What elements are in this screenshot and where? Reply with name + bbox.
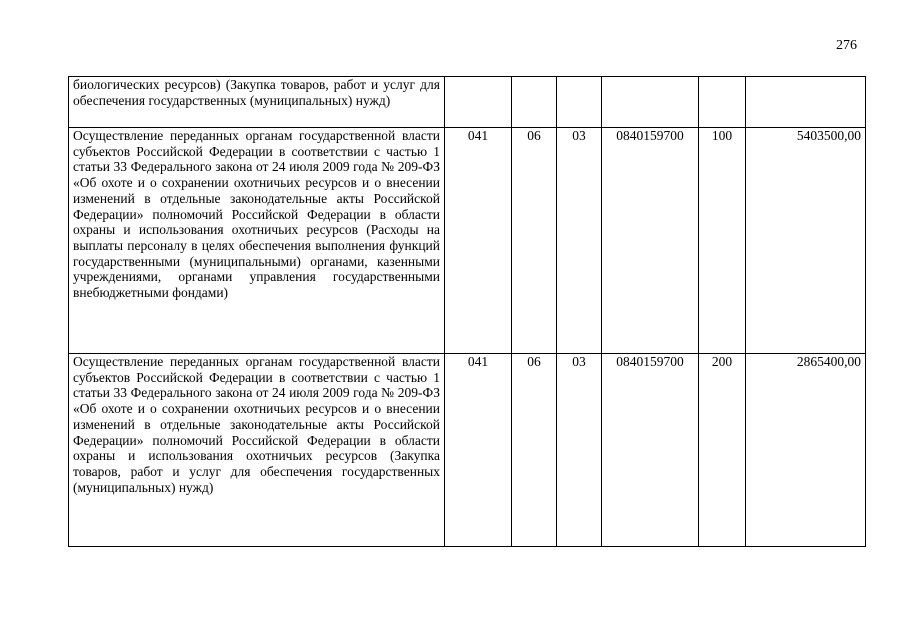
subsection-code: 03 <box>557 128 602 354</box>
subsection-code <box>557 77 602 128</box>
page-number: 276 <box>836 38 857 53</box>
ministry-code <box>445 77 512 128</box>
ministry-code: 041 <box>445 354 512 547</box>
expense-type-code: 200 <box>699 354 746 547</box>
table-row <box>69 77 866 128</box>
table-row <box>69 128 866 354</box>
section-code: 06 <box>512 128 557 354</box>
row-description: Осуществление переданных органам государственной власти субъектов Российской Федерации в соответствии с частью 1 статьи 33 Федерального закона от 24 июля 2009 года № 209-ФЗ «Об охоте и о сохранении охотничьих ресурсов и о внесении изменений в отдельные законодательные акты Российской Федерации» полномочий Российской Федерации в области охраны и использования охотничьих ресурсов (Расходы на выплаты персоналу в целях обеспечения выполнения функций государственными (муниципальными) органами, казенными учреждениями, органами управления государственными внебюджетными фондами) <box>69 128 445 354</box>
row-description: биологических ресурсов) (Закупка товаров, работ и услуг для обеспечения государственных (муниципальных) нужд) <box>69 77 445 128</box>
target-article-code <box>602 77 699 128</box>
table-row <box>69 354 866 547</box>
subsection-code: 03 <box>557 354 602 547</box>
section-code: 06 <box>512 354 557 547</box>
amount: 5403500,00 <box>746 128 866 354</box>
target-article-code: 0840159700 <box>602 354 699 547</box>
expense-type-code <box>699 77 746 128</box>
expense-type-code: 100 <box>699 128 746 354</box>
target-article-code: 0840159700 <box>602 128 699 354</box>
amount: 2865400,00 <box>746 354 866 547</box>
amount <box>746 77 866 128</box>
row-description: Осуществление переданных органам государственной власти субъектов Российской Федерации в соответствии с частью 1 статьи 33 Федерального закона от 24 июля 2009 года № 209-ФЗ «Об охоте и о сохранении охотничьих ресурсов и о внесении изменений в отдельные законодательные акты Российской Федерации» полномочий Российской Федерации в области охраны и использования охотничьих ресурсов (Закупка товаров, работ и услуг для обеспечения государственных (муниципальных) нужд) <box>69 354 445 547</box>
section-code <box>512 77 557 128</box>
budget-table <box>68 76 866 547</box>
ministry-code: 041 <box>445 128 512 354</box>
